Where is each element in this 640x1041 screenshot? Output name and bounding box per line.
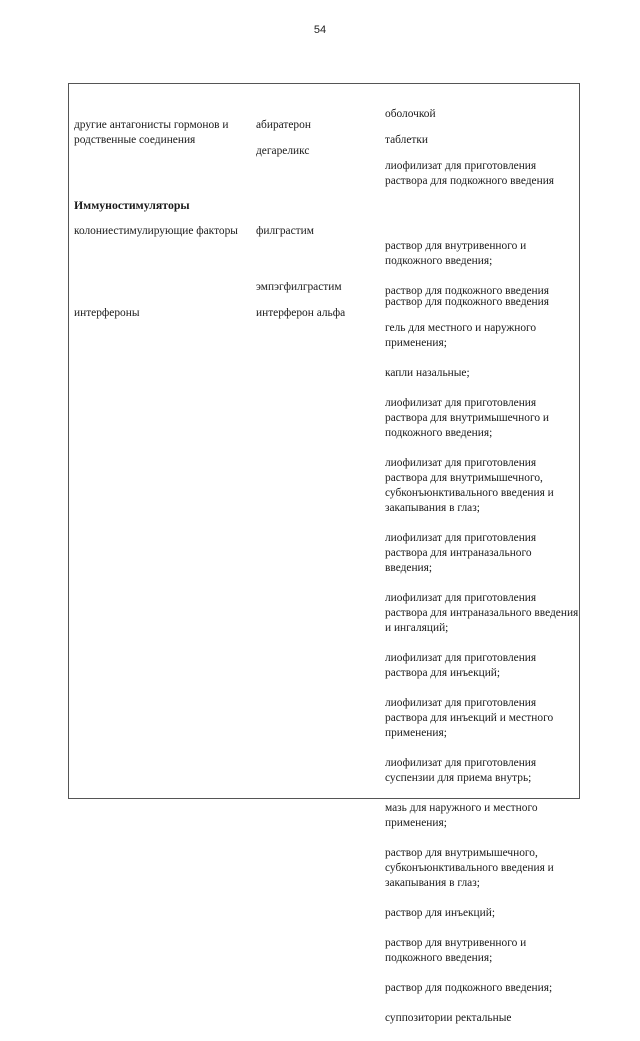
dosage-form: капли назальные; [385, 367, 470, 379]
dosage-form: суппозитории ректальные [385, 1012, 512, 1024]
dosage-form: лиофилизат для приготовления раствора для интраназального введения и ингаляций; [385, 592, 579, 634]
dosage-form: раствор для подкожного введения [385, 296, 549, 308]
group-cell: колониестимулирующие факторы [74, 225, 238, 237]
dosage-form: лиофилизат для приготовления раствора для подкожного введения [385, 160, 555, 187]
dosage-form: лиофилизат для приготовления раствора для внутримышечного и подкожного введения; [385, 397, 549, 439]
drug-name-cell: филграстим [256, 225, 314, 237]
section-heading: Иммуностимуляторы [74, 198, 190, 212]
dosage-form: раствор для подкожного введения [385, 285, 549, 297]
dosage-form: раствор для внутривенного и подкожного введения; [385, 937, 527, 964]
dosage-form: лиофилизат для приготовления раствора для инъекций; [385, 652, 537, 679]
dosage-form: гель для местного и наружного применения; [385, 322, 537, 349]
dosage-form: раствор для инъекций; [385, 907, 496, 919]
dosage-form: лиофилизат для приготовления суспензии для приема внутрь; [385, 757, 537, 784]
group-cell: интерфероны [74, 307, 140, 319]
dosage-form-cell [385, 306, 579, 1041]
dosage-form: раствор для внутривенного и подкожного введения; [385, 240, 527, 267]
dosage-form: таблетки [385, 134, 429, 146]
page-number: 54 [313, 24, 327, 36]
dosage-form: мазь для наружного и местного применения; [385, 802, 538, 829]
dosage-form: оболочкой [385, 108, 436, 120]
dosage-form: раствор для внутримышечного, субконъюнктивального введения и закапывания в глаз; [385, 847, 554, 889]
drug-name-cell: дегареликс [256, 145, 310, 157]
dosage-form-cell [385, 144, 579, 204]
drug-table [68, 83, 580, 1024]
drug-name-cell: эмпэгфилграстим [256, 281, 342, 293]
dosage-form: лиофилизат для приготовления раствора для инъекций и местного применения; [385, 697, 554, 739]
dosage-form: лиофилизат для приготовления раствора для интраназального введения; [385, 532, 537, 574]
group-cell: другие антагонисты гормонов и родственные соединения [74, 119, 229, 146]
drug-name-cell: абиратерон [256, 119, 311, 131]
drug-name-cell: интерферон альфа [256, 307, 346, 319]
dosage-form: раствор для подкожного введения; [385, 982, 553, 994]
dosage-form: лиофилизат для приготовления раствора для внутримышечного, субконъюнктивального введения и закапывания в глаз; [385, 457, 554, 514]
